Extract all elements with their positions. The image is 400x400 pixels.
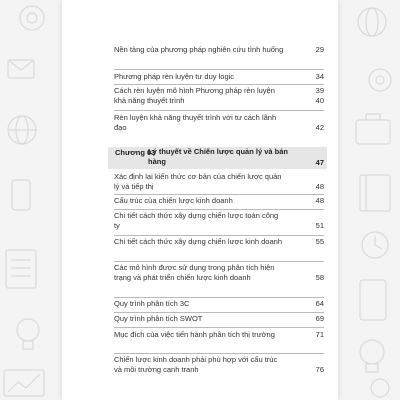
toc-entry[interactable] [114,86,324,116]
phone-icon [12,180,30,210]
divider [114,110,324,111]
toc-entry[interactable] [114,314,324,324]
toc-entry-page: 42 [315,123,324,132]
lightbulb-icon [17,319,39,341]
toc-entry-title: Chi tiết cách thức xây dựng chiến lược kinh doanh [114,237,282,246]
toc-entry-page: 48 [315,182,324,191]
toc-entry-title: Quy trình phân tích SWOT [114,314,203,323]
toc-entry[interactable] [114,211,324,231]
chapter-label: Chương 03 [115,148,156,157]
book-page [62,0,338,400]
divider [114,297,324,298]
toc-entry[interactable] [114,196,324,206]
toc-entry-page: 55 [315,237,324,246]
toc-entry[interactable] [114,72,324,82]
toc-entry[interactable] [114,330,324,340]
divider [114,69,324,70]
globe-icon [358,8,386,36]
toc-entry-page: 48 [315,196,324,205]
toc-entry-title: Mục đích của việc tiến hành phân tích thị trường [114,330,275,339]
divider [114,327,324,328]
toc-entry[interactable] [114,172,324,192]
gear-icon [371,379,389,397]
toc-entry-page: 64 [315,299,324,308]
toc-entry-page: 34 [315,72,324,81]
toc-entry-page: 29 [315,45,324,54]
toc-entry-title: Nền tảng của phương pháp nghiên cứu tình huống [114,45,284,54]
toc-entry-title: Quy trình phân tích 3C [114,299,190,308]
toc-entry-title: Chi tiết cách thức xây dựng chiến lược toàn công ty [114,211,279,230]
toc-entry-title: Phương pháp rèn luyện tư duy logic [114,72,235,81]
chapter-title[interactable]: Lý thuyết về Chiến lược quản lý và bán hàng [148,147,288,166]
toc-entry[interactable] [114,113,324,133]
toc-entry[interactable] [114,355,324,375]
toc-entry-title: Xác định lại kiến thức cơ bản của chiến lược quản lý và tiếp thị [114,172,282,191]
divider [114,235,324,236]
divider [114,353,324,354]
toc-entry-title: Các mô hình được sử dụng trong phân tích hiện trạng và phát triển chiến lược kinh doanh [114,263,275,282]
briefcase-icon [356,120,390,144]
toc-entry[interactable] [114,263,324,283]
lightbulb-icon [360,340,384,364]
toc-entry-page: 76 [315,365,324,374]
divider [114,209,324,210]
phone-icon [360,280,386,320]
toc-entry-title: Chiến lược kinh doanh phải phù hợp với cấu trúc và môi trường cạnh tranh [114,355,278,374]
gear-icon [20,6,44,30]
gear-icon [369,69,391,91]
divider [114,194,324,195]
document-icon [6,250,36,288]
book-icon [360,175,390,211]
divider [114,84,324,85]
divider [114,261,324,262]
toc-entry-title: Cách rèn luyện mô hình Phương pháp rèn luyện khả năng thuyết trình [114,86,275,105]
toc-entry-page: 69 [315,314,324,323]
toc-entry[interactable] [114,237,324,247]
toc-entry[interactable] [114,299,324,309]
toc-entry-title: Rèn luyện khả năng thuyết trình với tư cách lãnh đạo [114,113,277,132]
toc-entry-page: 58 [315,273,324,282]
toc-entry[interactable] [114,45,324,55]
chart-icon [4,370,44,396]
chapter-page: 47 [315,158,324,167]
toc-entry-page: 39 [315,86,324,95]
toc-entry-page: 71 [315,330,324,339]
toc-entry-page: 51 [315,221,324,230]
toc-entry-title: Cấu trúc của chiến lược kinh doanh [114,196,233,205]
divider [114,312,324,313]
toc-entry-page: 40 [315,96,324,105]
